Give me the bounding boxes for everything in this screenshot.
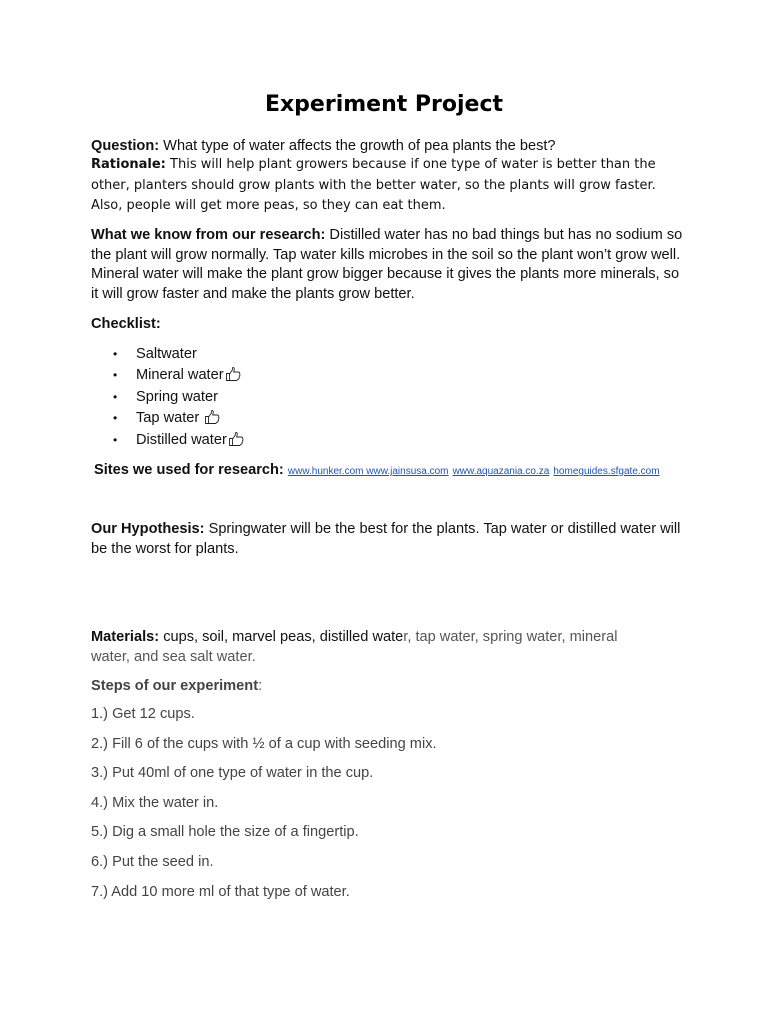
step-item: 1.) Get 12 cups. <box>91 706 195 722</box>
step-item: 3.) Put 40ml of one type of water in the cup. <box>91 765 374 781</box>
materials-label: Materials: <box>91 629 160 645</box>
rationale-paragraph <box>91 155 676 217</box>
site-link-aquazania[interactable]: www.aquazania.co.za <box>452 466 550 477</box>
step-item: 7.) Add 10 more ml of that type of water. <box>91 884 350 900</box>
materials-text: cups, soil, marvel peas, distilled wate <box>159 629 404 645</box>
site-link-sfgate[interactable]: homeguides.sfgate.com <box>553 466 660 477</box>
hypothesis-label: Our Hypothesis: <box>91 521 205 537</box>
site-link-jainsusa[interactable]: www.jainsusa.com <box>366 466 449 477</box>
materials-paragraph <box>91 628 651 667</box>
page-title: Experiment Project <box>264 92 504 117</box>
checklist-item: • Mineral water <box>91 365 244 386</box>
rationale-text: This will help plant growers because if one type of water is better than the other, planters should grow plants with the better water, so the plants will grow faster. Also, people will get more peas, so they can eat them. <box>91 157 656 213</box>
step-item: 6.) Put the seed in. <box>91 854 214 870</box>
step-item: 4.) Mix the water in. <box>91 795 219 811</box>
thumbs-up-icon <box>204 409 220 425</box>
checklist-label: Checklist: <box>91 316 161 332</box>
question-text: What type of water affects the growth of pea plants the best? <box>159 138 556 154</box>
checklist-item: • Tap water <box>91 408 244 429</box>
thumbs-up-icon <box>225 366 241 382</box>
hypothesis-text: Springwater will be the best for the plants. Tap water or distilled water will be the worst for plants. <box>91 521 681 557</box>
step-item: 2.) Fill 6 of the cups with ½ of a cup with seeding mix. <box>91 736 437 752</box>
step-item: 5.) Dig a small hole the size of a fingertip. <box>91 824 359 840</box>
checklist-item: • Distilled water <box>91 430 244 451</box>
checklist-item: • Saltwater <box>113 346 197 362</box>
hypothesis-paragraph <box>91 520 691 559</box>
checklist-item: • Spring water <box>113 388 218 405</box>
question-paragraph <box>91 137 691 157</box>
research-text: Distilled water has no bad things but has no sodium so the plant will grow normally. Tap water kills microbes in the soil so the plant won’t grow well. Mineral water will make the plant grow bigger because it gives the plants more minerals, so it will grow faster and make the plants grow better. <box>91 227 683 302</box>
site-link-hunker[interactable]: www.hunker.com <box>287 466 364 477</box>
thumbs-up-icon <box>228 431 244 447</box>
sites-label: Sites we used for research: <box>94 462 284 478</box>
question-label: Question: <box>91 138 160 154</box>
steps-label: Steps of our experiment: <box>91 678 263 694</box>
sites-paragraph <box>94 461 714 482</box>
checklist <box>91 344 244 451</box>
rationale-label: Rationale: <box>91 157 166 172</box>
research-paragraph <box>91 226 686 304</box>
research-label: What we know from our research: <box>91 227 326 243</box>
materials-text-gray: r, tap water, spring water, mineral water, and sea salt water. <box>91 629 618 665</box>
